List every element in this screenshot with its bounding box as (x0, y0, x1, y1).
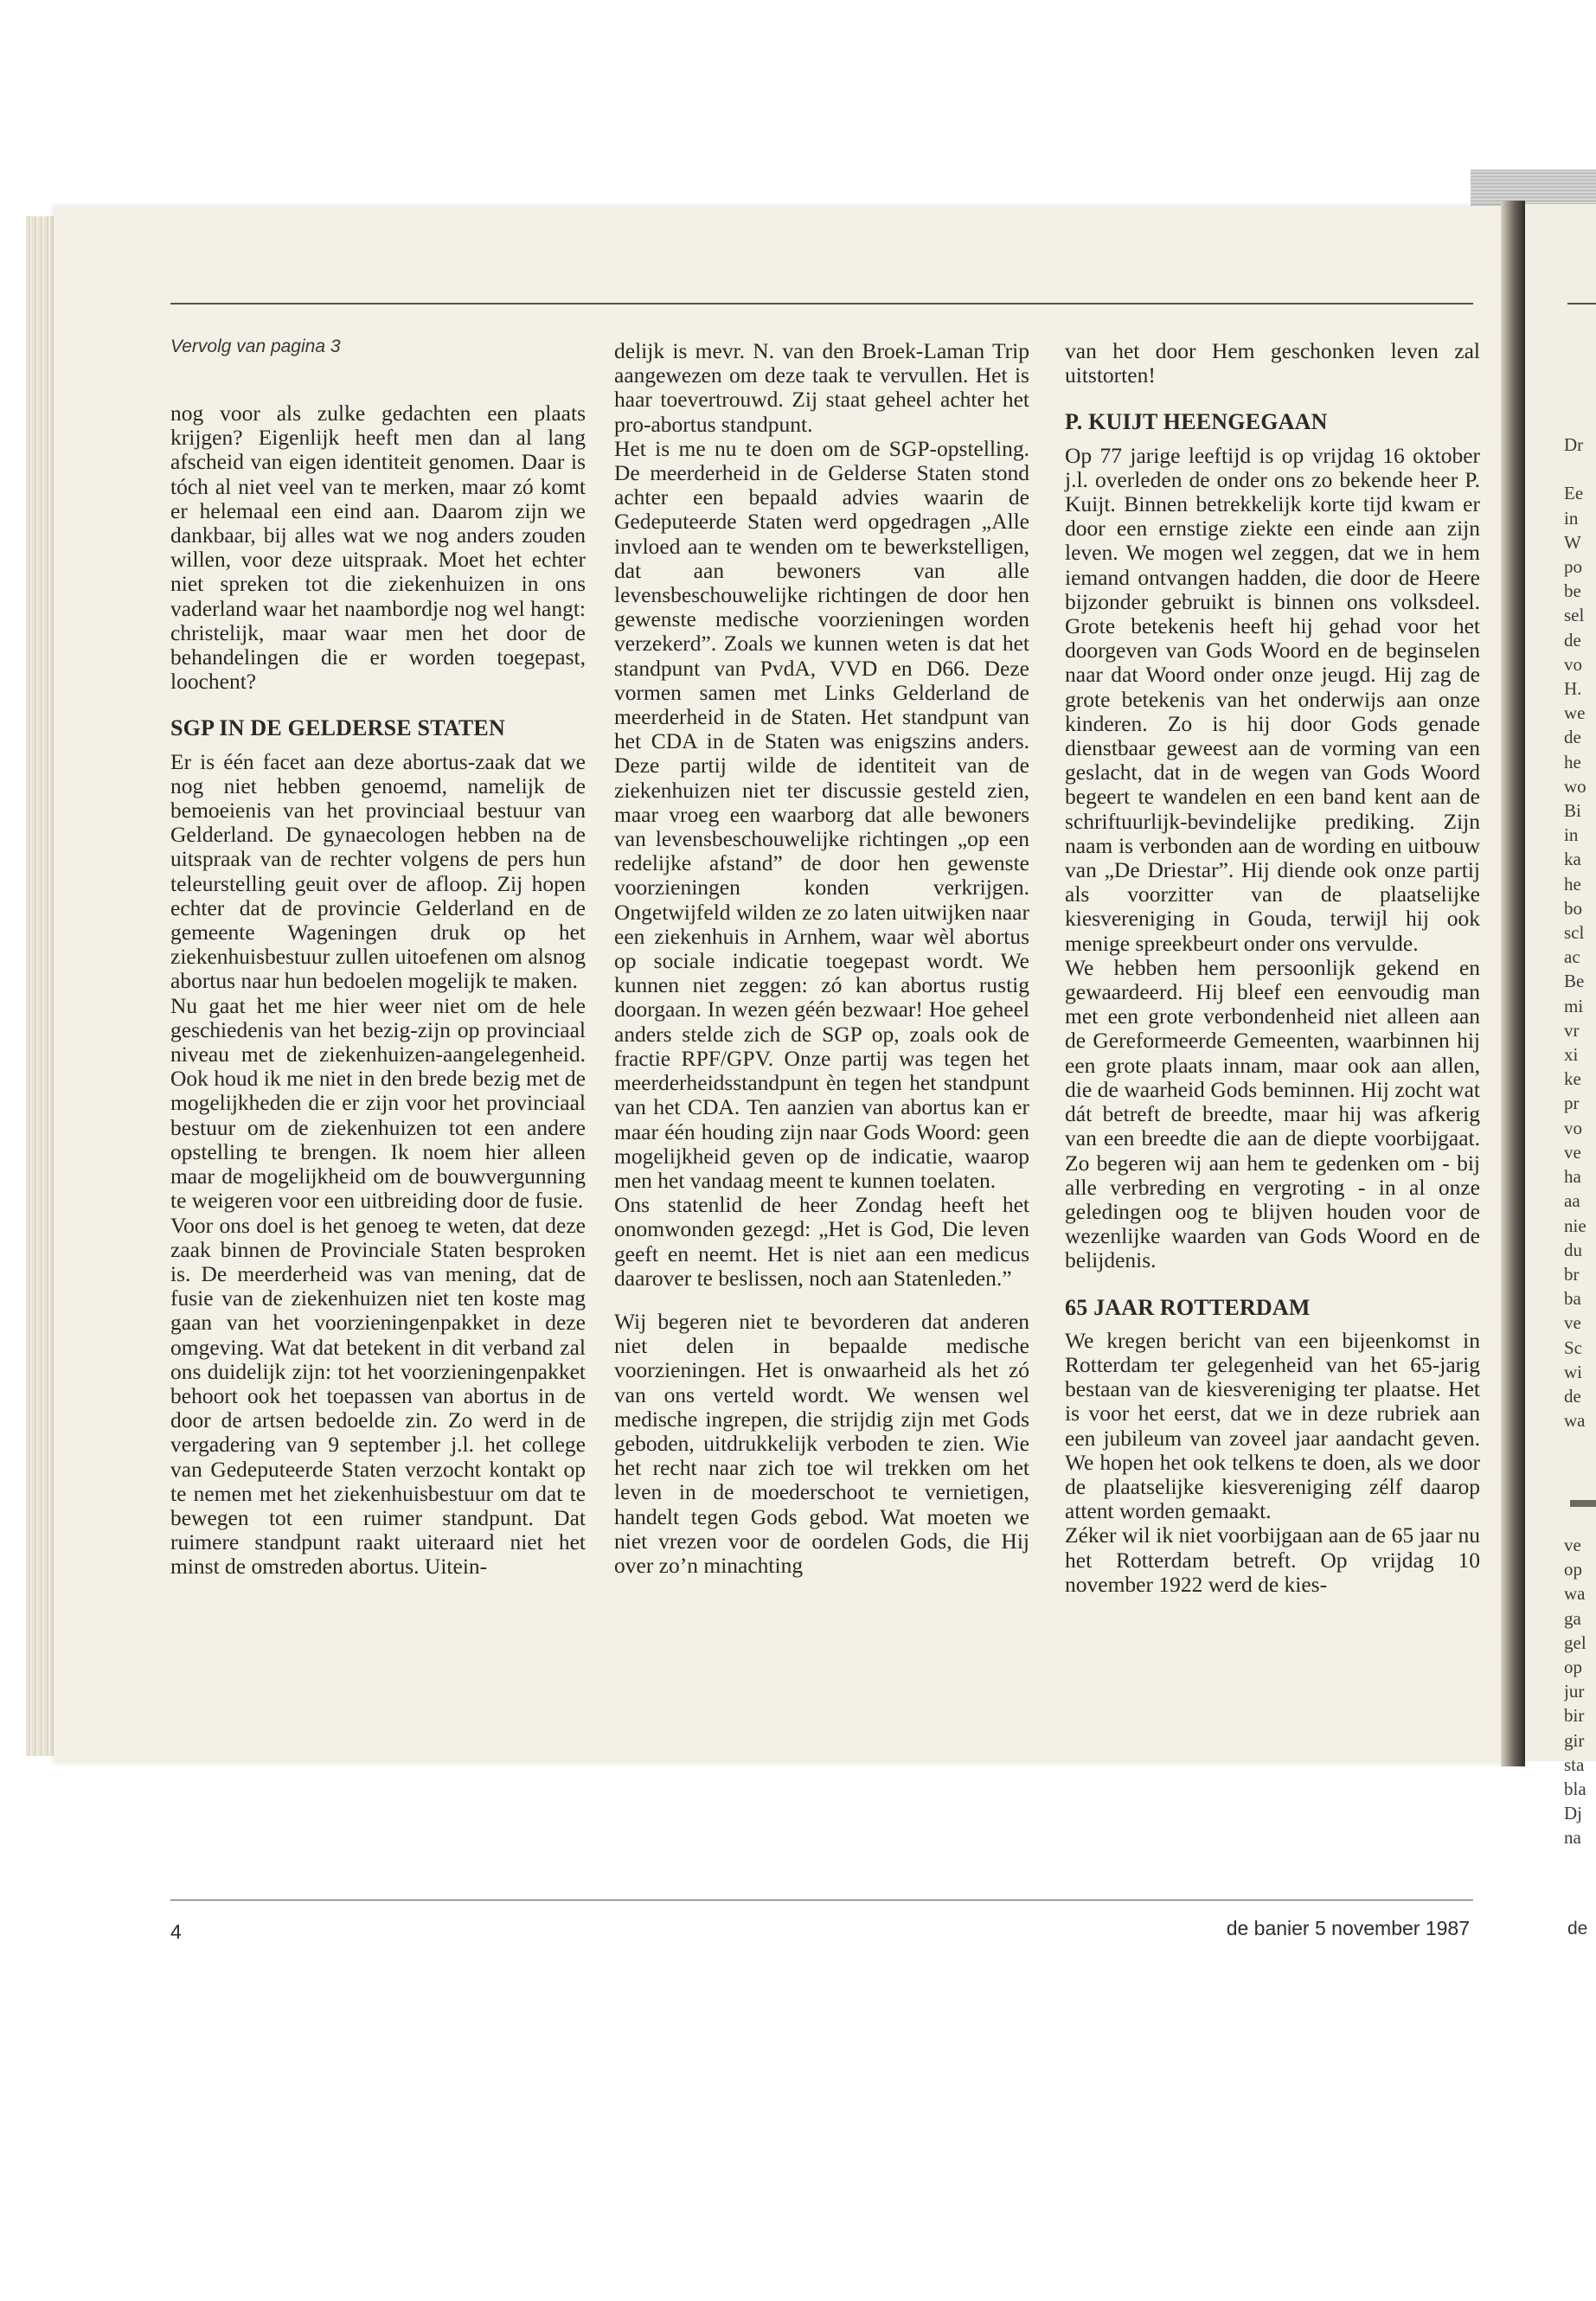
next-page-line-fragment: de (1564, 1385, 1581, 1407)
paragraph: Er is één facet aan deze abortus-zaak dat we nog niet hebben genoemd, namelijk de bemoeienis van het provinciaal bestuur van Gelderland. De gynaecologen hebben na de uitspraak van de rechter volgens de pers hun teleurstelling geuit over de afloop. Zij hopen echter dat de provincie Gelderland en de gemeente Wageningen druk op het ziekenhuisbestuur zullen uitoefenen om alsnog abortus naar hun bedoelen mogelijk te maken. (170, 748, 586, 994)
next-page-line-fragment: pr (1564, 1093, 1580, 1114)
page-number: 4 (170, 1920, 182, 1943)
next-page-line-fragment: ac (1564, 946, 1580, 968)
next-page-line-fragment: ha (1564, 1166, 1581, 1188)
next-page-line-fragment: po (1564, 556, 1582, 578)
next-page-text-top (1564, 433, 1596, 1433)
next-page-line-fragment: ga (1564, 1607, 1581, 1629)
paragraph: delijk is mevr. N. van den Broek-Laman Trip aangewezen om deze taak te vervullen. Het is haar toevertrouwd. Zij staat geheel achter het pro-abortus standpunt. (614, 338, 1029, 437)
paragraph: Zéker wil ik niet voorbijgaan aan de 65 jaar nu het Rotterdam betreft. Op vrijdag 10 november 1922 werd de kies- (1065, 1522, 1480, 1597)
next-page-line-fragment: gir (1564, 1729, 1585, 1751)
next-page-line-fragment: scl (1564, 922, 1585, 944)
paragraph: Wij begeren niet te bevorderen dat anderen niet delen in bepaalde medische voorzieningen. Het is onwaarheid als het zó van ons verteld wordt. We wensen wel medische ingrepen, die strijdig zijn met Gods geboden, uitdrukkelijk verboden te zien. Wie het recht naar zich toe wil trekken om het leven in de moederschoot te vernietigen, handelt tegen Gods gebod. Wat moeten we niet vrezen voor de oordelen Gods, die Hij over zo’n minachting (614, 1308, 1029, 1578)
paragraph: Nu gaat het me hier weer niet om de hele geschiedenis van het bezig-zijn op provinciaal niveau met de ziekenhuizen-aangelegenheid. Ook houd ik me niet in den brede bezig met de mogelijkheden die er zijn voor het provinciaal bestuur om de ziekenhuizen tot een andere opstelling te brengen. Ik noem hier alleen maar de mogelijkheid om de bouwvergunning te weigeren voor een uitbreiding door de fusie. (170, 992, 586, 1214)
column-2 (614, 339, 1029, 1578)
publication-line: de banier 5 november 1987 (1226, 1917, 1470, 1939)
next-page-line-fragment: vr (1564, 1019, 1580, 1041)
next-page-divider (1570, 1500, 1596, 1507)
paragraph: Voor ons doel is het genoeg te weten, dat deze zaak binnen de Provinciale Staten besproken is. De meerderheid was van mening, dat de fusie van de ziekenhuizen niet ten koste mag gaan van het voorzieningenpakket in deze omgeving. Wat dat betekent in dit verband zal ons duidelijk zijn: tot het voorzieningenpakket behoort ook het toepassen van abortus in de door de artsen bedoelde zin. Zo werd in de vergadering van 9 september j.l. het college van Gedeputeerde Staten verzocht kontakt op te nemen met het ziekenhuisbestuur om dat te bewegen tot een ruimer standpunt. Dat ruimere standpunt raakt uiteraard niet het minst de omstreden abortus. Uitein- (170, 1212, 586, 1580)
paragraph: nog voor als zulke gedachten een plaats krijgen? Eigenlijk heeft men dan al lang afscheid van eigen identiteit genomen. Daar is tóch al niet veel van te merken, maar zó komt er helemaal een eind aan. Daarom zijn we dankbaar, bij alles wat we nog anders zouden willen, voor deze uitspraak. Moet het echter niet spreken tot die ziekenhuizen in ons vaderland waar het naambordje nog wel hangt: christelijk, maar waar men het door de behandelingen die er worden toegepast, loochent? (170, 401, 586, 695)
next-page-line-fragment: mi (1564, 995, 1584, 1016)
next-page-line-fragment: gel (1564, 1631, 1586, 1653)
paragraph: Ons statenlid de heer Zondag heeft het onomwonden gezegd: „Het is God, Die leven geeft en neemt. Het is niet aan een medicus daarover te beslissen, noch aan Statenleden.” (614, 1192, 1029, 1291)
next-page-line-fragment: we (1564, 702, 1586, 724)
paragraph: Op 77 jarige leeftijd is op vrijdag 16 oktober j.l. overleden de onder ons zo bekende heer P. Kuijt. Binnen betrekkelijk korte tijd kwam er door een ernstige ziekte een einde aan zijn leven. We mogen wel zeggen, dat we in hem iemand ontvangen hadden, die door de Heere bijzonder gebruikt is binnen ons volksdeel. Grote betekenis heeft hij gehad voor het doorgeven van Gods Woord en de beginselen naar dat Woord onder onze jeugd. Hij zag de grote betekenis van het onderwijs aan onze kinderen. Zo is hij door Gods genade dienstbaar geweest aan de vorming van een geslacht, dat in de wegen van Gods Woord begeert te wandelen en een band kent aan de schriftuurlijk-bevindelijke prediking. Zijn naam is verbonden aan de wording en uitbouw van „De Driestar”. Hij diende ook onze partij als voorzitter van de plaatselijke kiesvereniging in Gouda, terwijl hij ook menige spreekbeurt onder ons vervulde. (1065, 442, 1480, 956)
next-page-line-fragment: ka (1564, 849, 1581, 870)
next-page-line-fragment: sel (1564, 605, 1585, 626)
header-rule (170, 303, 1473, 304)
next-page-line-fragment: jur (1564, 1681, 1585, 1702)
next-page-text-bottom (1564, 1533, 1596, 1850)
next-page-line-fragment: be (1564, 580, 1581, 602)
column-1 (170, 401, 586, 1580)
next-page-line-fragment: op (1564, 1559, 1582, 1580)
next-page-line-fragment: W (1564, 531, 1581, 553)
next-page-line-fragment: ba (1564, 1288, 1581, 1310)
next-page-line-fragment: he (1564, 873, 1581, 894)
next-page-line-fragment: Dj (1564, 1803, 1582, 1824)
next-page-line-fragment: Sc (1564, 1336, 1582, 1358)
paragraph: We hebben hem persoonlijk gekend en gewaardeerd. Hij bleef een eenvoudig man met een grote verbondenheid niet alleen aan de Gereformeerde Gemeenten, waarbinnen hij een grote plaats innam, maar ook aan allen, die de waarheid Gods beminnen. Hij zocht wat dát betreft de breedte, maar hij was afkerig van een breedte die aan de diepte voorbijgaat. Zo begeren wij aan hem te gedenken om - bij alle verbreding en vergroting - in al onze geledingen oog te blijven houden voor de wezenlijke waarden van Gods Woord en de belijdenis. (1065, 954, 1480, 1273)
next-page-line-fragment: bla (1564, 1779, 1586, 1800)
next-page-line-fragment: vo (1564, 1117, 1582, 1138)
next-page-line-fragment: ke (1564, 1068, 1581, 1090)
next-page-line-fragment: du (1564, 1239, 1582, 1260)
next-page-line-fragment: Be (1564, 971, 1585, 992)
next-page-line-fragment: nie (1564, 1215, 1586, 1236)
next-page-line-fragment: in (1564, 824, 1579, 846)
next-page-line-fragment: he (1564, 751, 1581, 772)
section-heading-p-kuijt: P. KUIJT HEENGEGAAN (1065, 409, 1328, 435)
next-page-line-fragment: wi (1564, 1361, 1582, 1382)
next-page-line-fragment: na (1564, 1827, 1581, 1849)
next-page-footer: de (1567, 1919, 1588, 1939)
next-page-line-fragment: in (1564, 507, 1579, 529)
paragraph: van het door Hem geschonken leven zal uitstorten! (1065, 338, 1480, 388)
continued-from-label: Vervolg van pagina 3 (170, 336, 341, 356)
next-page-line-fragment: Ee (1564, 483, 1584, 504)
book-spine-top (1471, 170, 1596, 206)
next-page-line-fragment: br (1564, 1263, 1580, 1285)
book-gutter (1501, 201, 1525, 1766)
next-page-line-fragment: H. (1564, 678, 1582, 700)
next-page-line-fragment: de (1564, 727, 1581, 748)
next-page-line-fragment: wa (1564, 1583, 1586, 1605)
section-heading-65-jaar-rotterdam: 65 JAAR ROTTERDAM (1065, 1294, 1311, 1320)
next-page-line-fragment: ve (1564, 1312, 1581, 1334)
next-page-line-fragment: aa (1564, 1190, 1580, 1212)
next-page-line-fragment: bo (1564, 897, 1582, 919)
paragraph: Het is me nu te doen om de SGP-opstelling. De meerderheid in de Gelderse Staten stond achter een bepaald advies waarin de Gedeputeerde Staten werd opgedragen „Alle invloed aan te wenden om te bewerkstelligen, dat aan bewoners van alle levensbeschouwelijke richtingen de door hen gewenste medische voorzieningen worden verzekerd”. Zoals we kunnen weten is dat het standpunt van PvdA, VVD en D66. Deze vormen samen met Links Gelderland de meerderheid in de Staten. Het standpunt van het CDA in de Staten was enigszins anders. Deze partij wilde de identiteit van de ziekenhuizen niet ter discussie gesteld zien, maar vroeg een waarborg dat alle bewoners van levensbeschouwelijke richtingen „op een redelijke afstand” de door hen gewenste voorzieningen konden verkrijgen. Ongetwijfeld wilden ze zo laten uitwijken naar een ziekenhuis in Arnhem, waar wèl abortus op sociale indicatie toegepast wordt. We kunnen niet zeggen: zó kan abortus rustig doorgaan. In wezen géén bezwaar! Hoe geheel anders stelde zich de SGP op, zoals ook de fractie RPF/GPV. Onze partij was tegen het meerderheidsstandpunt èn tegen het standpunt van het CDA. Ten aanzien van abortus kan er maar één houding zijn naar Gods Woord: geen mogelijkheid geven op de indicatie, waarop men het vandaag meent te kunnen toelaten. (614, 435, 1029, 1193)
next-page-line-fragment: ve (1564, 1535, 1581, 1555)
next-page-line-fragment (1564, 457, 1596, 481)
next-page-line-fragment: bir (1564, 1705, 1585, 1727)
section-heading-sgp-gelderse-staten: SGP IN DE GELDERSE STATEN (170, 715, 505, 741)
next-page-header-rule (1567, 303, 1596, 304)
next-page-line-fragment: wa (1564, 1410, 1586, 1432)
next-page-line-fragment: wo (1564, 775, 1586, 797)
paragraph: We kregen bericht van een bijeenkomst in Rotterdam ter gelegenheid van het 65-jarig bestaan van de kiesvereniging ter plaatse. Het is voor het eerst, dat we in deze rubriek aan een jubileum van zoveel jaar aandacht geven. We hopen het ook telkens te doen, als we door de plaatselijke kiesvereniging zélf daarop attent worden gemaakt. (1065, 1327, 1480, 1524)
next-page-line-fragment: xi (1564, 1044, 1579, 1066)
column-3 (1065, 339, 1480, 1597)
next-page-line-fragment: vo (1564, 653, 1582, 675)
next-page-line-fragment: sta (1564, 1753, 1585, 1775)
next-page-line-fragment: de (1564, 629, 1581, 651)
next-page-line-fragment: op (1564, 1657, 1582, 1678)
next-page-line-fragment: Dr (1564, 434, 1584, 455)
next-page-line-fragment: Bi (1564, 800, 1581, 822)
next-page-line-fragment: ve (1564, 1141, 1581, 1163)
